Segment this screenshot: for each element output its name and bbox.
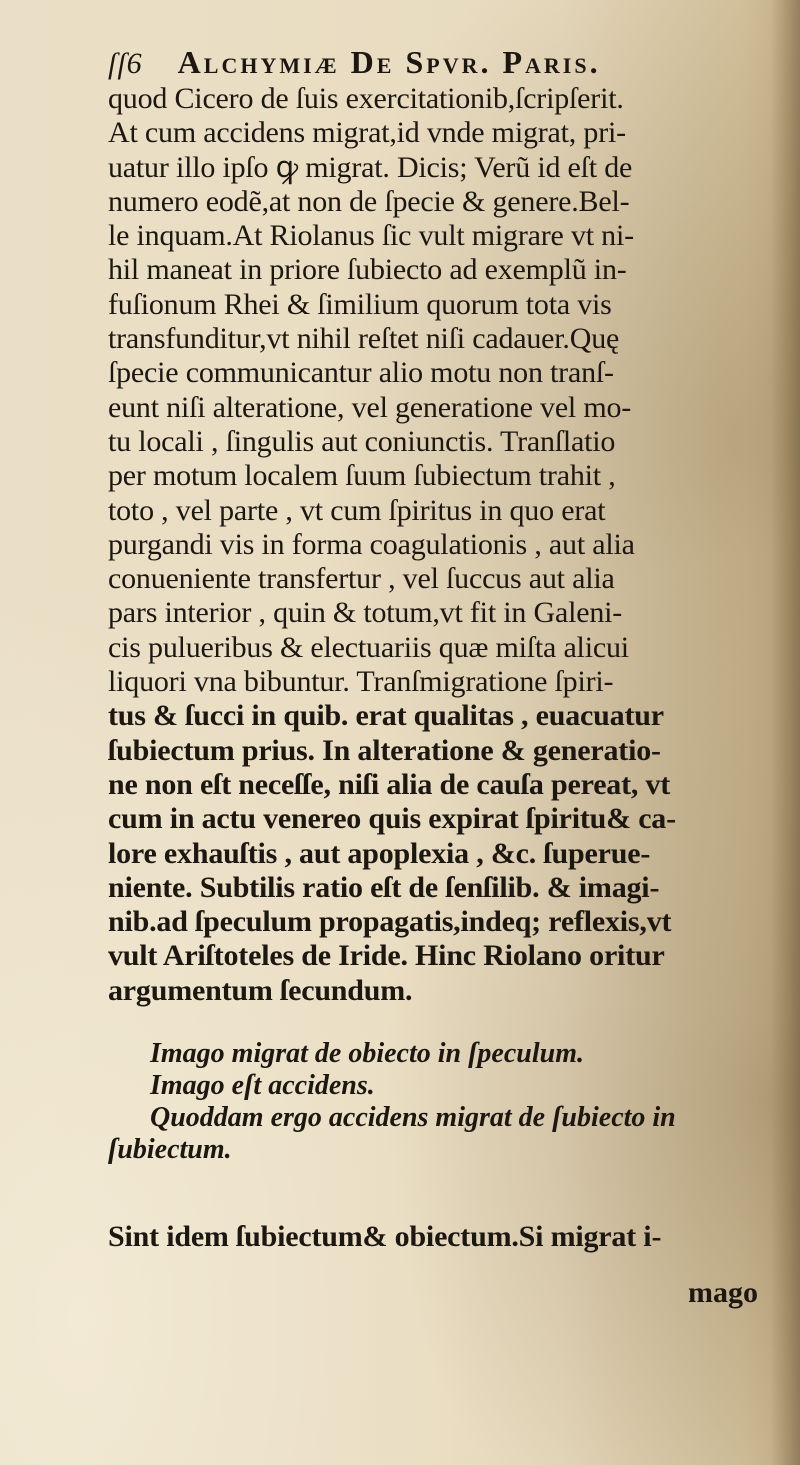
text-line: le inquam.At Riolanus ſic vult migrare vt ni- — [108, 219, 634, 253]
text-line: conueniente transfertur , vel ſuccus aut alia — [108, 562, 615, 596]
syllogism-conclusion-continued: ſubiectum. — [108, 1134, 232, 1165]
body-text — [108, 82, 788, 1008]
text-line: numero eodẽ,at non de ſpecie & genere.Bel- — [108, 184, 630, 218]
text-line: Sint idem ſubiectum& obiectum.Si migrat i- — [108, 1220, 662, 1253]
text-line: At cum accidens migrat,id vnde migrat, pri- — [108, 116, 626, 150]
text-line: tu locali , ſingulis aut coniunctis. Tranſlatio — [108, 424, 616, 458]
text-line: nib.ad ſpeculum propagatis,indeq; reflexis,vt — [108, 905, 672, 939]
running-title: Alchymiæ De Spvr. Paris. — [177, 44, 601, 80]
text-line: niente. Subtilis ratio eſt de ſenſilib. & imagi- — [108, 870, 660, 904]
closing-text — [108, 1220, 788, 1254]
syllogism-premise-minor: Imago eſt accidens. — [150, 1070, 375, 1101]
text-line: toto , vel parte , vt cum ſpiritus in quo erat — [108, 493, 606, 527]
italic-syllogism — [108, 1038, 788, 1166]
text-line: purgandi vis in forma coagulationis , aut alia — [108, 527, 635, 561]
text-line: ſubiectum prius. In alteratione & generatio- — [108, 733, 661, 767]
text-line: tus & ſucci in quib. erat qualitas , euacuatur — [108, 699, 664, 733]
text-line: eunt niſi alteratione, vel generatione vel mo- — [108, 390, 632, 424]
catchword: mago — [688, 1276, 758, 1309]
text-line: cis pulueribus & electuariis quæ miſta alicui — [108, 630, 629, 664]
text-line: ne non eſt neceſſe, niſi alia de cauſa pereat, vt — [108, 767, 671, 801]
text-line: uatur illo ipſo ꝙ migrat. Dicis; Verũ id eſt de — [108, 150, 633, 184]
text-line: hil maneat in priore ſubiecto ad exemplũ in- — [108, 253, 627, 287]
text-line: liquori vna bibuntur. Tranſmigratione ſpiri- — [108, 665, 614, 699]
text-line: pars interior , quin & totum,vt fit in Galeni- — [108, 596, 623, 630]
text-line: vult Ariſtoteles de Iride. Hinc Riolano oritur — [108, 939, 665, 973]
text-line: quod Cicero de ſuis exercitationib,ſcripſerit. — [108, 82, 624, 115]
text-line: cum in actu venereo quis expirat ſpiritu& ca- — [108, 802, 676, 836]
syllogism-premise-major: Imago migrat de obiecto in ſpeculum. — [150, 1038, 584, 1069]
text-line: argumentum ſecundum. — [108, 973, 413, 1007]
text-line: ſpecie communicantur alio motu non tranſ- — [108, 356, 614, 390]
text-line: fuſionum Rhei & ſimilium quorum tota vis — [108, 287, 612, 321]
text-line: transfunditur,vt nihil reſtet niſi cadauer.Quę — [108, 322, 620, 356]
text-line: lore exhauſtis , aut apoplexia , &c. ſuperue- — [108, 836, 651, 870]
page-number: ſſ6 — [108, 47, 143, 80]
syllogism-conclusion: Quoddam ergo accidens migrat de ſubiecto in — [150, 1102, 676, 1133]
text-line: per motum localem ſuum ſubiectum trahit , — [108, 459, 616, 493]
